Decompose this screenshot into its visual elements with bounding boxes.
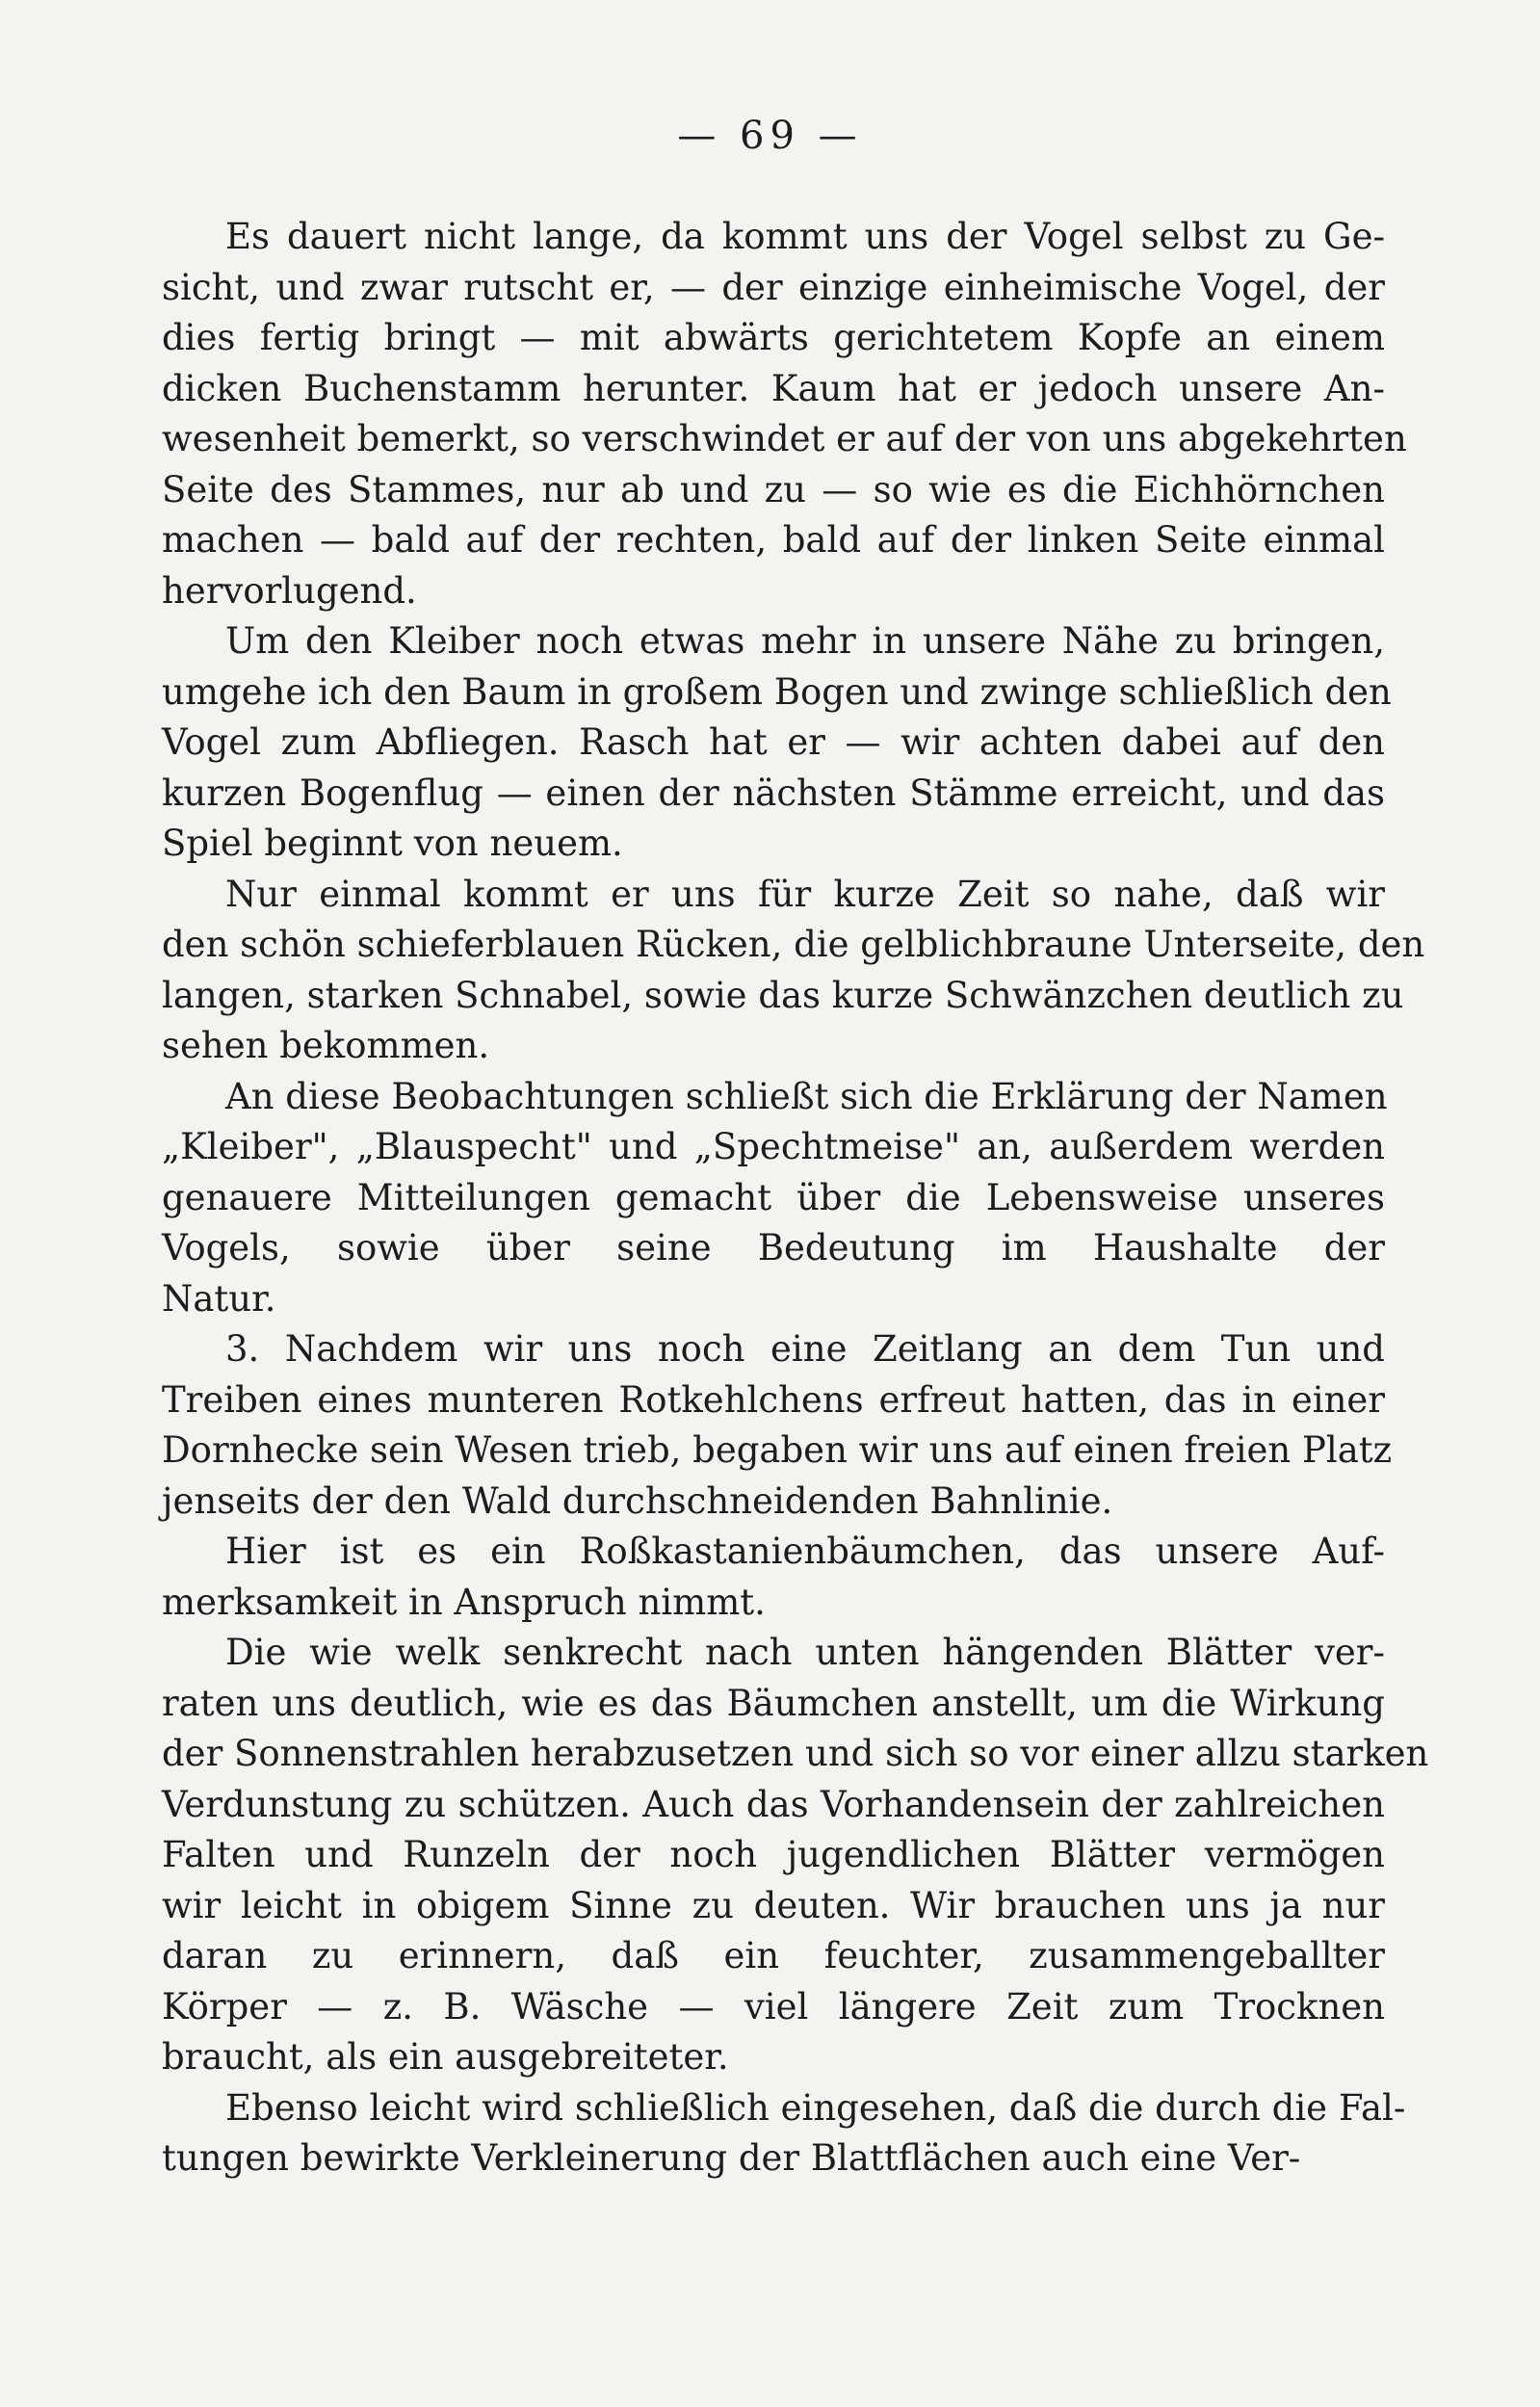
text-line: genauere Mitteilungen gemacht über die Lebensweise unseres	[162, 1176, 1385, 1218]
text-line: Körper — z. B. Wäsche — viel längere Zeit zum Trocknen	[162, 1985, 1385, 2028]
text-line: Vogel zum Abfliegen. Rasch hat er — wir achten dabei auf den	[162, 721, 1385, 763]
text-line: Ebenso leicht wird schließlich eingesehen, daß die durch die Fal-	[225, 2086, 1406, 2129]
text-line: hervorlugend.	[162, 569, 417, 612]
paragraph	[162, 1324, 1393, 1527]
text-line: raten uns deutlich, wie es das Bäumchen anstellt, um die Wirkung	[162, 1682, 1385, 1724]
paragraph	[162, 1628, 1429, 2083]
text-line: braucht, als ein ausgebreiteter.	[162, 2036, 729, 2078]
paragraph	[162, 616, 1392, 870]
text-line: Hier ist es ein Roßkastanienbäumchen, das unsere Auf-	[225, 1531, 1385, 1572]
text-line: kurzen Bogenflug — einen der nächsten Stämme erreicht, und das	[162, 772, 1385, 814]
text-line: dies fertig bringt — mit abwärts gerichtetem Kopfe an einem	[162, 317, 1385, 358]
paragraph	[162, 1527, 1385, 1628]
text-line: merksamkeit in Anspruch nimmt.	[162, 1581, 766, 1623]
text-line: Falten und Runzeln der noch jugendlichen Blätter vermögen	[162, 1834, 1385, 1875]
text-line: Um den Kleiber noch etwas mehr in unsere Nähe zu bringen,	[225, 620, 1385, 662]
text-line: der Sonnenstrahlen herabzusetzen und sich so vor einer allzu starken	[162, 1733, 1429, 1774]
text-line: sehen bekommen.	[162, 1025, 490, 1066]
text-line: daran zu erinnern, daß ein feuchter, zusammengeballter	[162, 1935, 1385, 1976]
text-line: Natur.	[162, 1277, 276, 1320]
text-line: den schön schieferblauen Rücken, die gelblichbraune Unterseite, den	[162, 924, 1425, 965]
text-line: dicken Buchenstamm herunter. Kaum hat er jedoch unsere An-	[162, 367, 1385, 409]
text-line: 3. Nachdem wir uns noch eine Zeitlang an dem Tun und	[225, 1328, 1385, 1370]
paragraph	[162, 870, 1425, 1072]
text-line: Spiel beginnt von neuem.	[162, 823, 623, 864]
text-line: Es dauert nicht lange, da kommt uns der Vogel selbst zu Ge-	[225, 216, 1385, 257]
text-line: Die wie welk senkrecht nach unten hängenden Blätter ver-	[225, 1632, 1385, 1673]
text-line: langen, starken Schnabel, sowie das kurze Schwänzchen deutlich zu	[162, 974, 1404, 1016]
text-line: Seite des Stammes, nur ab und zu — so wie es die Eichhörnchen	[162, 468, 1385, 510]
text-line: sicht, und zwar rutscht er, — der einzige einheimische Vogel, der	[162, 266, 1385, 308]
text-line: Nur einmal kommt er uns für kurze Zeit so nahe, daß wir	[225, 873, 1385, 915]
text-line: wir leicht in obigem Sinne zu deuten. Wir brauchen uns ja nur	[162, 1884, 1385, 1926]
text-line: Vogels, sowie über seine Bedeutung im Haushalte der	[162, 1227, 1385, 1269]
paragraph	[162, 2083, 1406, 2185]
paragraph	[162, 1072, 1388, 1325]
text-line: „Kleiber", „Blauspecht" und „Spechtmeise" an, außerdem werden	[162, 1126, 1385, 1167]
text-line: An diese Beobachtungen schließt sich die Erklärung der Namen	[225, 1075, 1388, 1117]
text-line: umgehe ich den Baum in großem Bogen und zwinge schließlich den	[162, 670, 1392, 713]
text-line: Dornhecke sein Wesen trieb, begaben wir uns auf einen freien Platz	[162, 1429, 1393, 1471]
body-text	[162, 212, 1429, 2185]
text-line: machen — bald auf der rechten, bald auf der linken Seite einmal	[162, 519, 1385, 561]
paragraph	[162, 212, 1407, 616]
text-line: tungen bewirkte Verkleinerung der Blattflächen auch eine Ver-	[162, 2137, 1301, 2179]
text-line: Treiben eines munteren Rotkehlchens erfreut hatten, das in einer	[162, 1378, 1385, 1421]
text-line: jenseits der den Wald durchschneidenden Bahnlinie.	[162, 1479, 1113, 1522]
text-line: Verdunstung zu schützen. Auch das Vorhandensein der zahlreichen	[162, 1783, 1385, 1825]
text-line: wesenheit bemerkt, so verschwindet er auf der von uns abgekehrten	[162, 418, 1407, 459]
page-number: — 69 —	[677, 114, 863, 158]
